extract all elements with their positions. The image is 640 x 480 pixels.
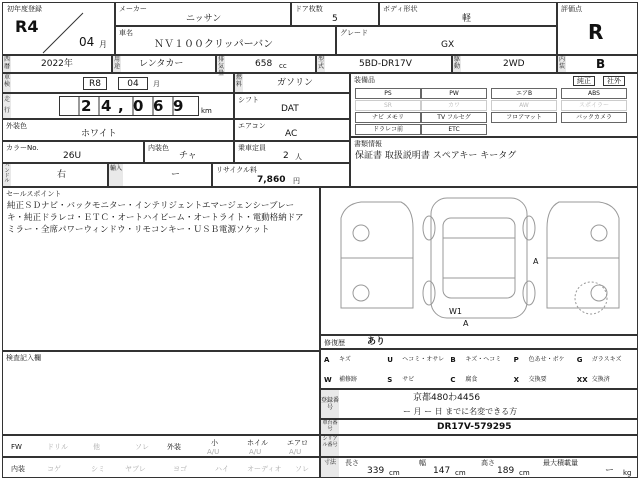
- max-load-unit: kg: [623, 469, 632, 477]
- legend-text: キズ・ヘコミ: [465, 356, 502, 363]
- inspector-note-panel: [2, 351, 320, 435]
- equipment-label: 装備品: [354, 76, 375, 84]
- dimensions-label: 寸法: [321, 458, 339, 477]
- car-name-cell: [115, 26, 336, 55]
- sales-point-label: セールスポイント: [6, 190, 62, 198]
- equipment-item: スポイラー: [561, 100, 627, 111]
- recycle-label: リサイクル料: [216, 166, 258, 174]
- capacity-value: 2: [283, 151, 289, 161]
- serial-cell: [320, 435, 638, 457]
- dimensions-cell: [320, 457, 638, 478]
- height-label: 高さ: [481, 459, 495, 467]
- diagonal-divider: [43, 13, 83, 53]
- mileage-digit-4: 0: [133, 97, 144, 115]
- doors-cell: [291, 2, 379, 26]
- repair-history-label: 修復歴: [324, 339, 345, 347]
- car-diagram-panel: [320, 187, 638, 335]
- serial-label: シリアル番号: [321, 436, 339, 456]
- mileage-digit-2: 2: [81, 97, 92, 115]
- interior-flag-label: 内装: [11, 465, 25, 473]
- vin-cell: [320, 419, 638, 435]
- equipment-item: TV フルセグ: [421, 112, 487, 123]
- documents-value: 保証書 取扱説明書 スペアキー キータグ: [355, 151, 517, 161]
- mileage-cell: [2, 93, 234, 119]
- equipment-item: フロアマット: [491, 112, 557, 123]
- model-cell: [316, 55, 452, 73]
- repair-history-value: あり: [367, 337, 386, 347]
- aero-flag-label: エアロ: [287, 439, 308, 447]
- interior-color-label: 内装色: [148, 144, 169, 152]
- car-diagram: [321, 188, 639, 336]
- shift-value: DAT: [281, 104, 299, 114]
- mileage-digit-6: 9: [173, 97, 184, 115]
- legend-text: 色あせ・ボケ: [528, 356, 565, 363]
- height-value: 189: [497, 466, 515, 476]
- import-value: ー: [171, 170, 181, 180]
- equipment-item: エアB: [491, 88, 557, 99]
- equipment-item: AW: [491, 100, 557, 111]
- handle-value: 右: [57, 170, 67, 180]
- documents-label: 書類情報: [354, 140, 382, 148]
- exterior-color-value: ホワイト: [81, 129, 117, 139]
- evaluation-value: R: [588, 20, 604, 44]
- mileage-comma: ,: [118, 97, 124, 115]
- displacement-unit: cc: [279, 62, 287, 70]
- fuel-label: 燃料: [235, 74, 243, 92]
- interior-item-0: コゲ: [47, 465, 61, 473]
- drive-cell: [452, 55, 557, 73]
- usage-label: 用途: [113, 56, 120, 70]
- damage-legend: [320, 349, 638, 389]
- exterior-small-value: A/U: [207, 448, 220, 456]
- usage-value: レンタカー: [139, 59, 184, 69]
- drive-label: 駆動: [453, 56, 460, 70]
- vin-label: 車台番号: [322, 420, 338, 432]
- recycle-unit: 円: [293, 177, 300, 185]
- grade-label: グレード: [340, 29, 368, 37]
- sales-point-panel: [2, 187, 320, 351]
- max-load-label: 最大積載量: [543, 459, 578, 467]
- exterior-color-label: 外装色: [6, 122, 27, 130]
- fuel-cell: [234, 73, 350, 93]
- interior-color-value: チャ: [179, 151, 197, 161]
- ac-value: AC: [285, 129, 298, 139]
- legend-text: 交換済: [591, 376, 610, 383]
- legend-code: B: [450, 356, 456, 364]
- equipment-panel: [350, 73, 638, 137]
- drive-value: 2WD: [503, 59, 525, 69]
- interior-item-4: ハイ: [215, 465, 229, 473]
- displacement-label: 排気量: [217, 56, 224, 77]
- first-registration-month: 04: [79, 35, 95, 49]
- legend-code: XX: [576, 376, 588, 384]
- maker-value: ニッサン: [186, 14, 222, 24]
- fw-item-1: 他: [93, 443, 100, 451]
- model-value: 5BD-DR17V: [359, 59, 412, 69]
- documents-panel: [350, 137, 638, 187]
- year-value: 2022年: [41, 59, 73, 69]
- legend-code: U: [387, 356, 393, 364]
- maker-label: メーカー: [119, 5, 147, 13]
- evaluation-label: 評価点: [561, 5, 582, 13]
- import-cell: [108, 163, 212, 187]
- legend-code: P: [513, 356, 519, 364]
- capacity-label: 乗車定員: [238, 144, 266, 152]
- inspection-label: 車検: [3, 74, 11, 92]
- equipment-item: ETC: [421, 124, 487, 135]
- width-label: 幅: [419, 459, 426, 467]
- inspector-note-label: 検査記入欄: [6, 354, 41, 362]
- interior-grade-label: 内装: [558, 56, 565, 70]
- inspection-month-unit: 月: [153, 80, 160, 88]
- wheel-flag-label: ホイル: [247, 439, 268, 447]
- color-code-cell: [2, 141, 144, 163]
- interior-grade-value: B: [596, 57, 606, 71]
- wheel-flag-value: A/U: [249, 448, 262, 456]
- equipment-item: バックカメラ: [561, 112, 627, 123]
- equipment-item: ドラレコ前: [355, 124, 421, 135]
- color-code-value: 26U: [63, 151, 82, 161]
- registration-cell: [320, 389, 638, 419]
- displacement-value: 658: [255, 59, 273, 69]
- inspection-cell: [2, 73, 234, 93]
- color-code-label: カラーNo.: [6, 144, 39, 152]
- width-value: 147: [433, 466, 451, 476]
- grade-value: GX: [441, 40, 455, 50]
- capacity-unit: 人: [295, 153, 302, 161]
- sales-point-text: 純正ＳＤナビ・バックモニター・インテリジェントエマージェンシーブレーキ・純正ドラレコ・ＥＴＣ・オートハイビーム・オートライト・電動格納ドアミラー・全席パワーウィンドウ・リモコンキー・ＵＳＢ電源ソケット: [7, 201, 304, 235]
- year-cell: [2, 55, 112, 73]
- fuel-value: ガソリン: [277, 78, 314, 88]
- interior-item-1: シミ: [91, 465, 105, 473]
- fw-item-0: ドリル: [47, 443, 68, 451]
- equipment-item: SR: [355, 100, 421, 111]
- ac-label: エアコン: [238, 122, 266, 130]
- first-registration-era: R4: [15, 17, 39, 36]
- length-unit: cm: [389, 469, 400, 477]
- interior-color-cell: [144, 141, 234, 163]
- fw-item-2: ソレ: [135, 443, 149, 451]
- import-label: 輸入: [109, 164, 123, 186]
- handle-cell: [2, 163, 108, 187]
- repair-history-cell: [320, 335, 638, 349]
- evaluation-cell: [557, 2, 638, 55]
- damage-mark-a2: A: [463, 319, 469, 328]
- grade-cell: [336, 26, 557, 55]
- interior-item-2: ヤブレ: [125, 465, 146, 473]
- handle-label: ハンドル: [4, 163, 10, 184]
- doors-label: ドア枚数: [295, 5, 323, 13]
- usage-cell: [112, 55, 216, 73]
- legend-code: A: [324, 356, 330, 364]
- fw-label: FW: [11, 443, 22, 451]
- year-label: 西暦: [3, 56, 10, 70]
- damage-mark-a1: A: [533, 257, 539, 266]
- inspection-month: 04: [118, 77, 148, 90]
- vin-value: DR17V-579295: [437, 422, 512, 432]
- exterior-small-label: 小: [211, 439, 218, 447]
- shift-label: シフト: [238, 96, 259, 104]
- name-change-text: ー 月 ー 日 までに名変できる方: [403, 407, 518, 416]
- interior-item-6: ソレ: [295, 465, 309, 473]
- legend-text: ガラスキズ: [591, 356, 622, 363]
- interior-grade-cell: [557, 55, 638, 73]
- inspection-era: R8: [83, 77, 107, 90]
- legend-text: サビ: [402, 376, 415, 383]
- legend-text: 交換要: [528, 376, 547, 383]
- length-label: 長さ: [345, 459, 359, 467]
- first-registration-cell: [2, 2, 115, 55]
- first-registration-month-unit: 月: [99, 40, 107, 49]
- recycle-value: 7,860: [257, 175, 286, 185]
- interior-flag-row: [2, 457, 320, 478]
- legend-code: S: [387, 376, 393, 384]
- mileage-box-frame: [59, 96, 199, 116]
- legend-text: キズ: [339, 356, 351, 363]
- legend-text: ヘコミ・オサレ: [402, 356, 445, 363]
- shift-cell: [234, 93, 350, 119]
- mileage-digit-3: 4: [101, 97, 112, 115]
- height-unit: cm: [519, 469, 530, 477]
- body-type-cell: [379, 2, 557, 26]
- equipment-item: PW: [421, 88, 487, 99]
- capacity-cell: [234, 141, 350, 163]
- damage-mark-w1: W1: [449, 307, 462, 316]
- legend-code: C: [450, 376, 456, 384]
- fw-row: [2, 435, 320, 457]
- body-type-value: 軽: [462, 14, 472, 24]
- mileage-label: 走行: [3, 94, 11, 118]
- equipment-item: カワ: [421, 100, 487, 111]
- plate-label: 登録番号: [321, 390, 339, 418]
- exterior-color-cell: [2, 119, 234, 141]
- exterior-flag-label: 外装: [167, 443, 181, 451]
- interior-item-5: オーディオ: [247, 465, 282, 473]
- max-load-value: ー: [605, 466, 615, 476]
- legend-code: W: [324, 376, 332, 384]
- first-registration-label: 初年度登録: [7, 5, 42, 13]
- recycle-cell: [212, 163, 350, 187]
- plate-value: 京都480わ4456: [413, 393, 481, 403]
- maker-cell: [115, 2, 291, 26]
- model-label: 型式: [317, 56, 324, 70]
- interior-item-3: ヨゴ: [173, 465, 187, 473]
- aero-flag-value: A/U: [289, 448, 302, 456]
- equipment-item: PS: [355, 88, 421, 99]
- legend-text: 補修跡: [339, 376, 358, 383]
- legend-code: X: [513, 376, 519, 384]
- legend-text: 腐食: [465, 376, 478, 383]
- equipment-aftermarket-label: 社外: [603, 76, 625, 86]
- mileage-digit-5: 6: [153, 97, 164, 115]
- mileage-unit: km: [201, 107, 212, 115]
- car-name-value: ＮＶ１００クリッパーバン: [154, 39, 274, 50]
- car-name-label: 車名: [119, 29, 133, 37]
- equipment-item: ナビ メモリ: [355, 112, 421, 123]
- legend-code: G: [576, 356, 583, 364]
- body-type-label: ボディ形状: [383, 5, 418, 13]
- length-value: 339: [367, 466, 385, 476]
- equipment-item: ABS: [561, 88, 627, 99]
- width-unit: cm: [455, 469, 466, 477]
- ac-cell: [234, 119, 350, 141]
- displacement-cell: [216, 55, 316, 77]
- equipment-legal-label: 純正: [573, 76, 595, 86]
- doors-value: 5: [332, 14, 338, 24]
